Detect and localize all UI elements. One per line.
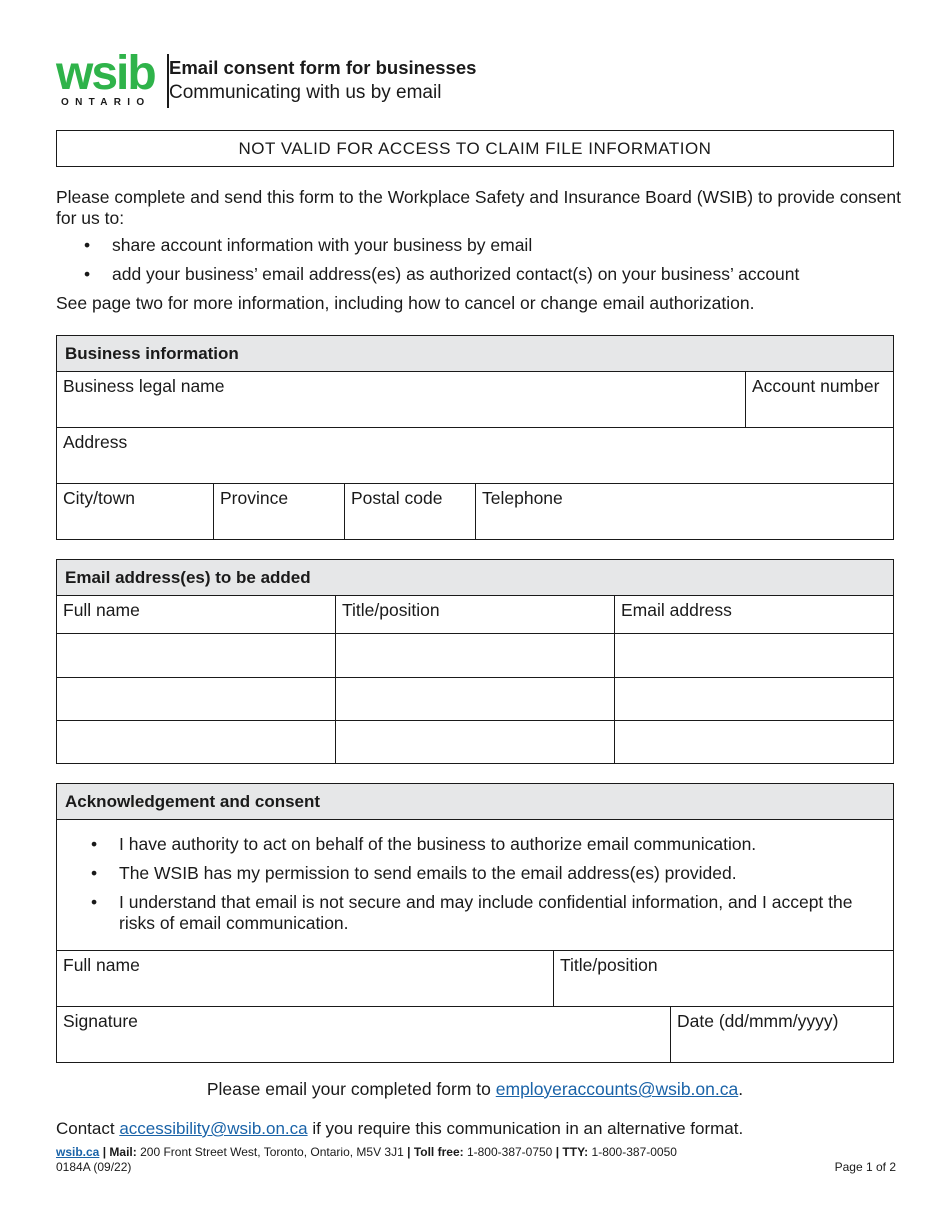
acknowledgement-bullets (57, 820, 893, 951)
submit-suffix: . (738, 1079, 744, 1099)
ack-bullet: • I understand that email is not secure and may include confidential information, and I accept the risks of email communication. (57, 892, 875, 934)
mail-label: Mail: (109, 1145, 137, 1159)
ack-row-1 (57, 951, 893, 1007)
date-field[interactable] (671, 1007, 893, 1062)
address-label: Address (63, 432, 128, 452)
signature-label: Signature (63, 1011, 138, 1031)
postal-code-field[interactable] (345, 484, 476, 539)
tollfree-value: 1-800-387-0750 (466, 1145, 553, 1159)
email-address-input[interactable] (615, 678, 893, 720)
form-code: 0184A (09/22) (56, 1160, 132, 1174)
ack-full-name-field[interactable] (57, 951, 554, 1006)
email-header-row (57, 596, 893, 634)
page-header (56, 47, 896, 110)
contact-line (56, 1119, 743, 1139)
mail-value: 200 Front Street West, Toronto, Ontario, M5V 3J1 (140, 1145, 404, 1159)
business-legal-name-label: Business legal name (63, 376, 225, 396)
telephone-label: Telephone (482, 488, 563, 508)
page-footer (56, 1145, 896, 1175)
col-full-name: Full name (57, 596, 336, 633)
province-field[interactable] (214, 484, 345, 539)
email-row (57, 634, 893, 678)
title-position-input[interactable] (336, 634, 615, 677)
col-email-address: Email address (621, 600, 732, 620)
account-number-field[interactable] (746, 372, 893, 427)
logo-wordmark: wsib (56, 47, 155, 100)
ack-row-2 (57, 1007, 893, 1062)
footer-sep: | (102, 1145, 110, 1159)
contact-suffix: if you require this communication in an alternative format. (307, 1119, 744, 1138)
email-row (57, 678, 893, 721)
submit-instructions (0, 1079, 950, 1100)
address-field[interactable] (57, 428, 893, 483)
acknowledgement-section (56, 783, 894, 1063)
intro-paragraph: Please complete and send this form to the Workplace Safety and Insurance Board (WSIB) to provide consent for us to: (56, 187, 901, 228)
form-title: Email consent form for businesses (169, 57, 477, 78)
intro-bullet: • add your business’ email address(es) as authorized contact(s) on your business’ account (56, 264, 906, 285)
postal-code-label: Postal code (351, 488, 443, 508)
full-name-input[interactable] (57, 721, 336, 763)
intro-bullet: • share account information with your business by email (56, 235, 906, 256)
page-number: Page 1 of 2 (834, 1160, 896, 1174)
date-label: Date (dd/mmm/yyyy) (677, 1011, 839, 1031)
submit-prefix: Please email your completed form to (206, 1079, 496, 1099)
notice-banner: NOT VALID FOR ACCESS TO CLAIM FILE INFORMATION (56, 130, 894, 167)
email-addresses-section (56, 559, 894, 764)
province-label: Province (220, 488, 289, 508)
business-row-1 (57, 372, 893, 428)
title-position-input[interactable] (336, 721, 615, 763)
ack-title-position-field[interactable] (554, 951, 893, 1006)
logo-subtext: ONTARIO (61, 97, 151, 108)
telephone-field[interactable] (476, 484, 893, 539)
email-row (57, 721, 893, 763)
signature-field[interactable] (57, 1007, 671, 1062)
acknowledgement-heading: Acknowledgement and consent (57, 784, 893, 820)
business-info-section (56, 335, 894, 540)
city-field[interactable] (57, 484, 214, 539)
title-position-input[interactable] (336, 678, 615, 720)
contact-prefix: Contact (56, 1119, 120, 1138)
wsib-logo (56, 47, 160, 110)
intro-text (56, 187, 906, 314)
ack-bullet: • I have authority to act on behalf of the business to authorize email communication. (57, 834, 875, 855)
city-label: City/town (63, 488, 135, 508)
email-addresses-heading: Email address(es) to be added (57, 560, 893, 596)
tty-label: TTY: (562, 1145, 589, 1159)
business-legal-name-field[interactable] (57, 372, 746, 427)
accessibility-email-link[interactable]: accessibility@wsib.on.ca (119, 1119, 308, 1138)
footer-sep: | (555, 1145, 563, 1159)
business-info-heading: Business information (57, 336, 893, 372)
ack-title-position-label: Title/position (560, 955, 658, 975)
business-row-2 (57, 428, 893, 484)
business-row-3 (57, 484, 893, 539)
intro-bullets (56, 235, 906, 285)
full-name-input[interactable] (57, 678, 336, 720)
wsib-site-link[interactable]: wsib.ca (56, 1145, 100, 1159)
ack-full-name-label: Full name (63, 955, 140, 975)
tollfree-label: Toll free: (413, 1145, 464, 1159)
footer-sep: | (407, 1145, 414, 1159)
employer-accounts-email-link[interactable]: employeraccounts@wsib.on.ca (495, 1079, 739, 1099)
account-number-label: Account number (752, 376, 880, 396)
full-name-input[interactable] (57, 634, 336, 677)
col-title-position: Title/position (336, 596, 615, 633)
email-address-input[interactable] (615, 634, 893, 677)
form-subtitle: Communicating with us by email (169, 82, 442, 103)
tty-value: 1-800-387-0050 (591, 1145, 677, 1159)
intro-after: See page two for more information, including how to cancel or change email authorization. (56, 293, 755, 313)
email-address-input[interactable] (615, 721, 893, 763)
ack-bullet: • The WSIB has my permission to send emails to the email address(es) provided. (57, 863, 875, 884)
